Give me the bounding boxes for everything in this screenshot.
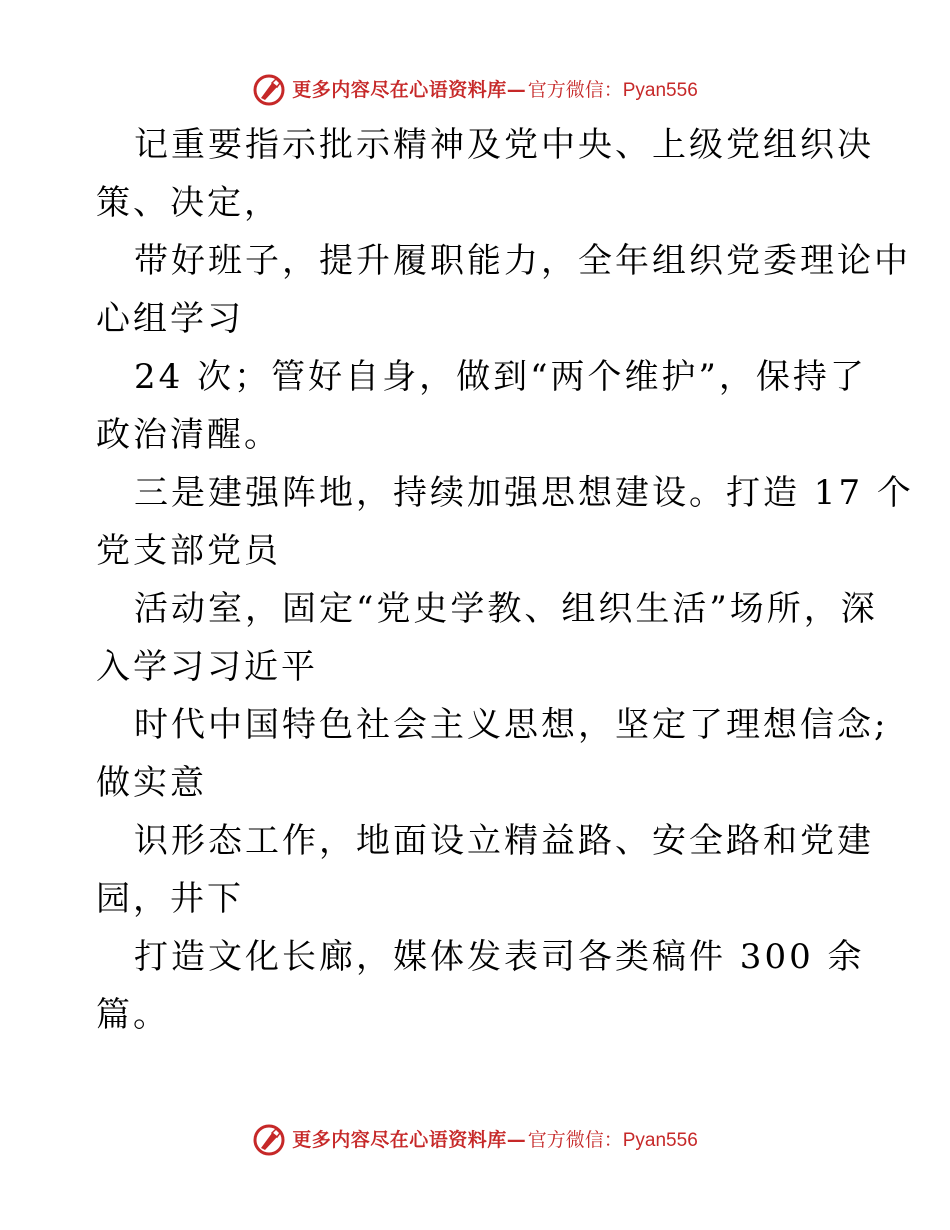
text-line: 打造文化长廊，媒体发表司各类稿件 300 余 — [134, 937, 865, 977]
text-line: 入学习习近平 — [96, 647, 318, 687]
watermark-text: 更多内容尽在心语资料库 — [292, 78, 507, 101]
text-line: 心组学习 — [96, 299, 244, 339]
text-line: 园，井下 — [96, 879, 244, 919]
watermark-contact: 官方微信：Pyan556 — [527, 79, 698, 101]
pen-nib-logo-icon — [252, 1123, 286, 1157]
text-line: 识形态工作，地面设立精益路、安全路和党建 — [134, 821, 874, 861]
footer-watermark — [0, 1120, 950, 1160]
watermark-contact: 官方微信：Pyan556 — [527, 1129, 698, 1151]
document-body — [96, 116, 914, 1044]
header-watermark — [0, 70, 950, 110]
text-line: 活动室，固定“党史学教、组织生活”场所，深 — [134, 589, 878, 629]
text-line: 策、决定， — [96, 183, 281, 223]
text-line: 时代中国特色社会主义思想，坚定了理想信念; — [134, 705, 889, 745]
text-line: 党支部党员 — [96, 531, 281, 571]
text-line: 篇。 — [96, 995, 170, 1035]
text-line: 做实意 — [96, 763, 207, 803]
text-line: 三是建强阵地，持续加强思想建设。打造 17 个 — [134, 473, 914, 513]
text-line: 24 次；管好自身，做到“两个维护”，保持了 — [134, 357, 867, 397]
text-line: 带好班子，提升履职能力，全年组织党委理论中 — [134, 241, 911, 281]
pen-nib-logo-icon — [252, 73, 286, 107]
watermark-separator: — — [506, 78, 526, 101]
text-line: 记重要指示批示精神及党中央、上级党组织决 — [134, 125, 874, 165]
text-line: 政治清醒。 — [96, 415, 281, 455]
watermark-text: 更多内容尽在心语资料库 — [292, 1128, 507, 1151]
watermark-separator: — — [506, 1128, 526, 1151]
